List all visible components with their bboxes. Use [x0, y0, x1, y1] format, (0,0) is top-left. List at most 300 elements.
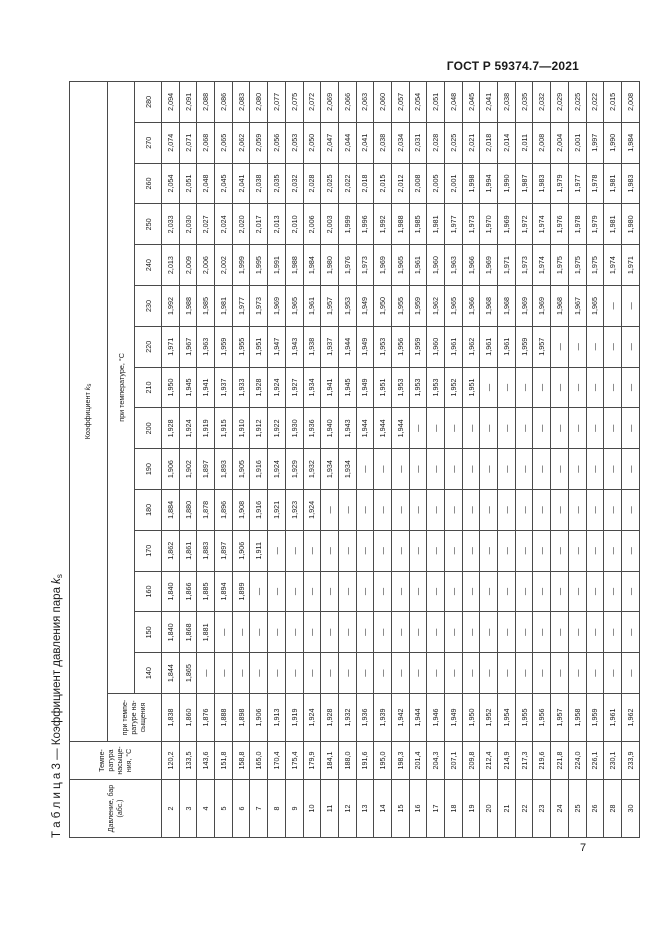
saturation-temperature-cell: 201,4	[409, 742, 427, 780]
temperature-header-cell: 260	[135, 163, 162, 204]
coefficient-cell: 1,980	[321, 245, 339, 286]
coefficient-cell: —	[409, 408, 427, 449]
saturation-temperature-cell: 151,8	[215, 742, 233, 780]
table-row	[586, 81, 604, 837]
coefficient-cell: 1,975	[551, 245, 569, 286]
at-saturation-column-header: при темпе-ратуре на-сыщения	[108, 694, 162, 742]
coefficient-cell: 1,976	[551, 204, 569, 245]
coefficient-cell: 2,054	[409, 81, 427, 122]
coefficient-cell: 2,001	[568, 122, 586, 163]
coefficient-cell: 1,929	[285, 449, 303, 490]
coefficient-cell: 1,944	[338, 326, 356, 367]
coefficient-cell: 2,027	[197, 204, 215, 245]
coefficient-cell: —	[391, 612, 409, 653]
table-row	[515, 81, 533, 837]
table-row	[551, 81, 569, 837]
coefficient-cell: 1,950	[462, 694, 480, 742]
coefficient-cell: 1,959	[515, 326, 533, 367]
coefficient-cell: 1,945	[179, 367, 197, 408]
coefficient-cell: 1,911	[250, 530, 268, 571]
coefficient-cell: —	[268, 612, 286, 653]
coefficient-cell: —	[445, 449, 463, 490]
coefficient-cell: 1,840	[162, 571, 180, 612]
coefficient-cell: —	[338, 571, 356, 612]
pressure-cell: 16	[409, 780, 427, 838]
coefficient-cell: 2,005	[427, 163, 445, 204]
coefficient-cell: 1,945	[338, 367, 356, 408]
at-temperature-header: при температуре, °С	[108, 81, 135, 693]
temperature-header-cell: 230	[135, 286, 162, 327]
coefficient-cell: —	[445, 408, 463, 449]
coefficient-cell: 1,893	[215, 449, 233, 490]
saturation-temperature-cell: 195,0	[374, 742, 392, 780]
coefficient-cell: 1,932	[303, 449, 321, 490]
coefficient-cell: —	[197, 653, 215, 694]
table-row	[215, 81, 233, 837]
coefficient-cell: 2,006	[303, 204, 321, 245]
table-row	[356, 81, 374, 837]
coefficient-cell: 2,011	[515, 122, 533, 163]
coefficient-cell: 2,002	[215, 245, 233, 286]
table-body	[162, 81, 640, 837]
coefficient-cell: 1,950	[162, 367, 180, 408]
coefficient-cell: 1,888	[215, 694, 233, 742]
coefficient-cell: 1,949	[356, 286, 374, 327]
coefficient-cell: 1,934	[303, 367, 321, 408]
coefficient-cell: 2,044	[338, 122, 356, 163]
pressure-cell: 18	[445, 780, 463, 838]
coefficient-cell: —	[409, 612, 427, 653]
temperature-header-cell: 210	[135, 367, 162, 408]
coefficient-cell: 1,961	[303, 286, 321, 327]
coefficient-cell: 2,051	[179, 163, 197, 204]
coefficient-cell: 2,091	[179, 81, 197, 122]
temperature-header-cell: 250	[135, 204, 162, 245]
coefficient-cell: —	[621, 367, 639, 408]
coefficient-cell: 1,985	[409, 204, 427, 245]
coefficient-cell: 1,957	[533, 326, 551, 367]
coefficient-cell: 2,075	[285, 81, 303, 122]
coefficient-cell: 1,943	[338, 408, 356, 449]
coefficient-cell: 1,976	[338, 245, 356, 286]
saturation-temperature-cell: 204,3	[427, 742, 445, 780]
coefficient-cell: 1,965	[285, 286, 303, 327]
pressure-cell: 15	[391, 780, 409, 838]
coefficient-cell: 1,979	[551, 163, 569, 204]
coefficient-cell: 1,960	[427, 245, 445, 286]
coefficient-cell: —	[338, 612, 356, 653]
coefficient-cell: —	[621, 530, 639, 571]
coefficient-cell: 1,975	[586, 245, 604, 286]
coefficient-cell: —	[374, 490, 392, 531]
table-row	[445, 81, 463, 837]
coefficient-cell: —	[568, 612, 586, 653]
coefficient-cell: 1,953	[409, 367, 427, 408]
coefficient-cell: 2,028	[427, 122, 445, 163]
coefficient-cell: 1,861	[179, 530, 197, 571]
coefficient-cell: 1,999	[232, 245, 250, 286]
coefficient-cell: 1,927	[285, 367, 303, 408]
coefficient-cell: 1,959	[409, 326, 427, 367]
coefficient-cell: —	[285, 530, 303, 571]
coefficient-cell: 1,897	[215, 530, 233, 571]
saturation-temperature-cell: 179,9	[303, 742, 321, 780]
coefficient-cell: 2,069	[321, 81, 339, 122]
coefficient-cell: 1,936	[303, 408, 321, 449]
saturation-temperature-cell: 133,5	[179, 742, 197, 780]
table-row	[462, 81, 480, 837]
coefficient-cell: 1,866	[179, 571, 197, 612]
coefficient-cell: 1,936	[356, 694, 374, 742]
coefficient-cell: —	[480, 490, 498, 531]
coefficient-cell: 1,988	[179, 286, 197, 327]
coefficient-cell: 1,969	[498, 204, 516, 245]
coefficient-cell: 2,032	[533, 81, 551, 122]
coefficient-cell: —	[268, 653, 286, 694]
coefficient-cell: 2,035	[515, 81, 533, 122]
saturation-temperature-cell: 221,8	[551, 742, 569, 780]
coefficient-cell: 1,977	[445, 204, 463, 245]
table-row	[197, 81, 215, 837]
coefficient-cell: 2,045	[215, 163, 233, 204]
table-caption	[49, 82, 69, 838]
coefficient-cell: —	[285, 653, 303, 694]
coefficient-cell: 1,884	[162, 490, 180, 531]
coefficient-cell: 1,957	[321, 286, 339, 327]
coefficient-cell: —	[568, 326, 586, 367]
rotated-table-area	[49, 82, 635, 838]
coefficient-cell: 1,977	[232, 286, 250, 327]
pressure-cell: 10	[303, 780, 321, 838]
coefficient-cell: 1,878	[197, 490, 215, 531]
pressure-cell: 13	[356, 780, 374, 838]
table-row	[162, 81, 180, 837]
coefficient-cell: —	[551, 653, 569, 694]
pressure-column-header: Давление, бар (абс.)	[70, 780, 162, 838]
coefficient-cell: 2,014	[498, 122, 516, 163]
coefficient-cell: —	[586, 408, 604, 449]
coefficient-cell: —	[268, 530, 286, 571]
pressure-cell: 26	[586, 780, 604, 838]
coefficient-cell: 2,056	[268, 122, 286, 163]
coefficient-cell: 2,074	[162, 122, 180, 163]
caption-prefix: Т а б л и ц а 3 — Коэффициент давления пара	[51, 583, 63, 838]
table-row	[480, 81, 498, 837]
coefficient-cell: 2,025	[321, 163, 339, 204]
coefficient-cell: —	[568, 490, 586, 531]
coefficient-cell: —	[568, 449, 586, 490]
coefficient-cell: 1,974	[533, 245, 551, 286]
table-row	[427, 81, 445, 837]
temperature-header-cell: 280	[135, 81, 162, 122]
coefficient-cell: —	[533, 530, 551, 571]
coefficient-cell: 1,971	[498, 245, 516, 286]
coefficient-cell: —	[551, 367, 569, 408]
temperature-header-cell: 180	[135, 490, 162, 531]
coefficient-cell: 2,080	[250, 81, 268, 122]
pressure-cell: 11	[321, 780, 339, 838]
coefficient-cell: —	[498, 530, 516, 571]
coefficient-cell: 1,915	[215, 408, 233, 449]
coefficient-cell: 1,954	[498, 694, 516, 742]
coefficient-cell: 2,038	[498, 81, 516, 122]
coefficient-cell: —	[551, 449, 569, 490]
coefficient-cell: 1,955	[232, 326, 250, 367]
saturation-temperature-cell: 188,0	[338, 742, 356, 780]
saturation-temperature-cell: 219,6	[533, 742, 551, 780]
coefficient-cell: 1,937	[215, 367, 233, 408]
coefficient-cell: —	[480, 612, 498, 653]
coefficient-cell: —	[533, 571, 551, 612]
coefficient-cell: —	[515, 490, 533, 531]
coefficient-cell: 1,962	[462, 326, 480, 367]
table-row	[533, 81, 551, 837]
coefficient-cell: —	[533, 653, 551, 694]
table-row	[285, 81, 303, 837]
coefficient-cell: 1,981	[427, 204, 445, 245]
coefficient-cell: 2,045	[462, 81, 480, 122]
coefficient-cell: —	[285, 612, 303, 653]
pressure-cell: 6	[232, 780, 250, 838]
coefficient-cell: —	[604, 367, 622, 408]
coefficient-cell: —	[445, 653, 463, 694]
table-row	[621, 81, 639, 837]
coefficient-cell: —	[374, 571, 392, 612]
table-row	[303, 81, 321, 837]
coefficient-cell: —	[515, 449, 533, 490]
coefficient-cell: —	[356, 530, 374, 571]
coefficient-cell: —	[250, 612, 268, 653]
coefficient-cell: 2,050	[303, 122, 321, 163]
coefficient-header-text: Коэффициент	[82, 390, 92, 440]
table-row	[604, 81, 622, 837]
coefficient-cell: 2,048	[445, 81, 463, 122]
coefficient-cell: —	[498, 571, 516, 612]
coefficient-cell: —	[462, 490, 480, 531]
coefficient-cell: 1,941	[321, 367, 339, 408]
table-row	[374, 81, 392, 837]
coefficient-cell: 1,928	[321, 694, 339, 742]
coefficient-cell: 1,995	[250, 245, 268, 286]
coefficient-cell: —	[498, 612, 516, 653]
coefficient-cell: 1,868	[179, 612, 197, 653]
table-row	[179, 81, 197, 837]
coefficient-cell: —	[321, 530, 339, 571]
temperature-header-cell: 240	[135, 245, 162, 286]
coefficient-cell: —	[321, 490, 339, 531]
coefficient-cell: 1,949	[445, 694, 463, 742]
coefficient-cell: 2,060	[374, 81, 392, 122]
coefficient-cell: 1,968	[480, 286, 498, 327]
coefficient-cell: 1,984	[621, 122, 639, 163]
coefficient-cell: —	[356, 612, 374, 653]
coefficient-cell: 1,951	[374, 367, 392, 408]
pressure-cell: 17	[427, 780, 445, 838]
coefficient-cell: 1,958	[568, 694, 586, 742]
coefficient-cell: 1,880	[179, 490, 197, 531]
coefficient-cell: 1,968	[551, 286, 569, 327]
pressure-cell: 7	[250, 780, 268, 838]
coefficient-cell: 1,969	[374, 245, 392, 286]
coefficient-cell: 2,063	[356, 81, 374, 122]
coefficient-cell: 1,898	[232, 694, 250, 742]
coefficient-cell: 2,030	[179, 204, 197, 245]
coefficient-cell: 1,924	[303, 694, 321, 742]
pressure-cell: 28	[604, 780, 622, 838]
coefficient-cell: —	[533, 612, 551, 653]
coefficient-cell: 2,041	[356, 122, 374, 163]
coefficient-cell: 2,029	[551, 81, 569, 122]
coefficient-cell: —	[621, 653, 639, 694]
table-row	[409, 81, 427, 837]
pressure-cell: 20	[480, 780, 498, 838]
coefficient-cell: —	[338, 530, 356, 571]
temperature-header-cell: 170	[135, 530, 162, 571]
coefficient-cell: 1,999	[338, 204, 356, 245]
coefficient-cell: 1,928	[250, 367, 268, 408]
coefficient-cell: —	[515, 653, 533, 694]
coefficient-cell: 1,973	[515, 245, 533, 286]
coefficient-cell: —	[303, 612, 321, 653]
coefficient-cell: —	[462, 408, 480, 449]
saturation-temperature-cell: 175,4	[285, 742, 303, 780]
coefficient-cell: 2,065	[215, 122, 233, 163]
coefficient-cell: 2,083	[232, 81, 250, 122]
coefficient-cell: —	[480, 571, 498, 612]
coefficient-cell: 2,057	[391, 81, 409, 122]
coefficient-cell: —	[409, 530, 427, 571]
table-row	[268, 81, 286, 837]
coefficient-cell: —	[303, 530, 321, 571]
coefficient-cell: 2,038	[250, 163, 268, 204]
coefficient-cell: —	[391, 571, 409, 612]
coefficient-cell: 1,953	[338, 286, 356, 327]
coefficient-cell: —	[374, 449, 392, 490]
coefficient-cell: —	[445, 571, 463, 612]
coefficient-cell: 2,031	[409, 122, 427, 163]
coefficient-cell: 1,934	[338, 449, 356, 490]
coefficient-subscript: s	[86, 383, 93, 387]
temperature-header-cell: 220	[135, 326, 162, 367]
table-row	[391, 81, 409, 837]
coefficient-cell: 1,949	[356, 326, 374, 367]
coefficient-cell: 1,860	[179, 694, 197, 742]
coefficient-cell: 2,008	[533, 122, 551, 163]
coefficient-cell: —	[374, 530, 392, 571]
coefficient-cell: —	[586, 367, 604, 408]
pressure-cell: 9	[285, 780, 303, 838]
coefficient-cell: 1,984	[303, 245, 321, 286]
coefficient-cell: 1,991	[268, 245, 286, 286]
coefficient-cell: 1,992	[374, 204, 392, 245]
coefficient-cell: —	[462, 530, 480, 571]
coefficient-cell: —	[586, 653, 604, 694]
coefficient-cell: —	[374, 653, 392, 694]
coefficient-cell: —	[215, 653, 233, 694]
coefficient-cell: 1,992	[162, 286, 180, 327]
coefficient-cell: —	[621, 490, 639, 531]
coefficient-cell: 1,963	[445, 245, 463, 286]
coefficient-cell: —	[480, 449, 498, 490]
coefficient-cell: —	[427, 530, 445, 571]
coefficient-cell: 1,969	[480, 245, 498, 286]
coefficient-cell: 1,969	[533, 286, 551, 327]
coefficient-cell: 2,041	[232, 163, 250, 204]
coefficient-cell: —	[462, 449, 480, 490]
coefficient-cell: 2,022	[586, 81, 604, 122]
coefficient-cell: 1,975	[568, 245, 586, 286]
coefficient-cell: —	[604, 612, 622, 653]
coefficient-cell: 1,978	[586, 163, 604, 204]
coefficient-cell: 1,973	[462, 204, 480, 245]
coefficient-cell: 1,924	[268, 367, 286, 408]
coefficient-cell: 1,961	[409, 245, 427, 286]
coefficient-cell: —	[498, 653, 516, 694]
coefficient-cell: 1,932	[338, 694, 356, 742]
coefficient-cell: 1,962	[621, 694, 639, 742]
coefficient-cell: 1,994	[480, 163, 498, 204]
coefficient-cell: 2,086	[215, 81, 233, 122]
pressure-cell: 3	[179, 780, 197, 838]
coefficient-cell: 2,010	[285, 204, 303, 245]
coefficient-cell: 1,840	[162, 612, 180, 653]
saturation-temperature-cell: 217,3	[515, 742, 533, 780]
coefficient-cell: 1,937	[321, 326, 339, 367]
saturation-temperature-cell: 226,1	[586, 742, 604, 780]
coefficient-cell: —	[232, 612, 250, 653]
page-number: 7	[580, 842, 587, 854]
coefficient-cell: 1,969	[268, 286, 286, 327]
coefficient-cell: 2,051	[427, 81, 445, 122]
coefficient-cell: 1,978	[568, 204, 586, 245]
coefficient-cell: —	[604, 326, 622, 367]
coefficient-cell: —	[551, 408, 569, 449]
coefficient-cell: —	[498, 367, 516, 408]
coefficient-cell: 1,973	[356, 245, 374, 286]
coefficient-cell: —	[533, 367, 551, 408]
pressure-cell: 4	[197, 780, 215, 838]
coefficient-cell: 2,053	[285, 122, 303, 163]
coefficient-cell: 1,916	[250, 449, 268, 490]
coefficient-cell: 1,908	[232, 490, 250, 531]
coefficient-cell: 1,923	[285, 490, 303, 531]
coefficient-cell: 1,941	[197, 367, 215, 408]
coefficient-cell: 1,944	[356, 408, 374, 449]
coefficient-cell: 2,008	[409, 163, 427, 204]
coefficient-cell: —	[232, 653, 250, 694]
saturation-temperature-cell: 191,6	[356, 742, 374, 780]
coefficient-cell: 1,924	[303, 490, 321, 531]
coefficient-cell: 1,883	[197, 530, 215, 571]
coefficient-cell: —	[409, 653, 427, 694]
coefficient-cell: 1,921	[268, 490, 286, 531]
coefficient-cell: —	[568, 367, 586, 408]
coefficient-cell: 1,885	[197, 571, 215, 612]
saturation-temperature-cell: 230,1	[604, 742, 622, 780]
coefficient-cell: —	[427, 612, 445, 653]
coefficient-cell: 1,906	[250, 694, 268, 742]
coefficient-cell: 2,004	[551, 122, 569, 163]
coefficient-cell: —	[391, 490, 409, 531]
coefficient-cell: —	[321, 612, 339, 653]
coefficient-cell: 1,961	[445, 326, 463, 367]
coefficient-cell: 2,071	[179, 122, 197, 163]
coefficient-cell: —	[409, 449, 427, 490]
coefficient-cell: 1,971	[621, 245, 639, 286]
coefficient-cell: 2,072	[303, 81, 321, 122]
coefficient-cell: 1,938	[303, 326, 321, 367]
coefficient-cell: 1,962	[427, 286, 445, 327]
